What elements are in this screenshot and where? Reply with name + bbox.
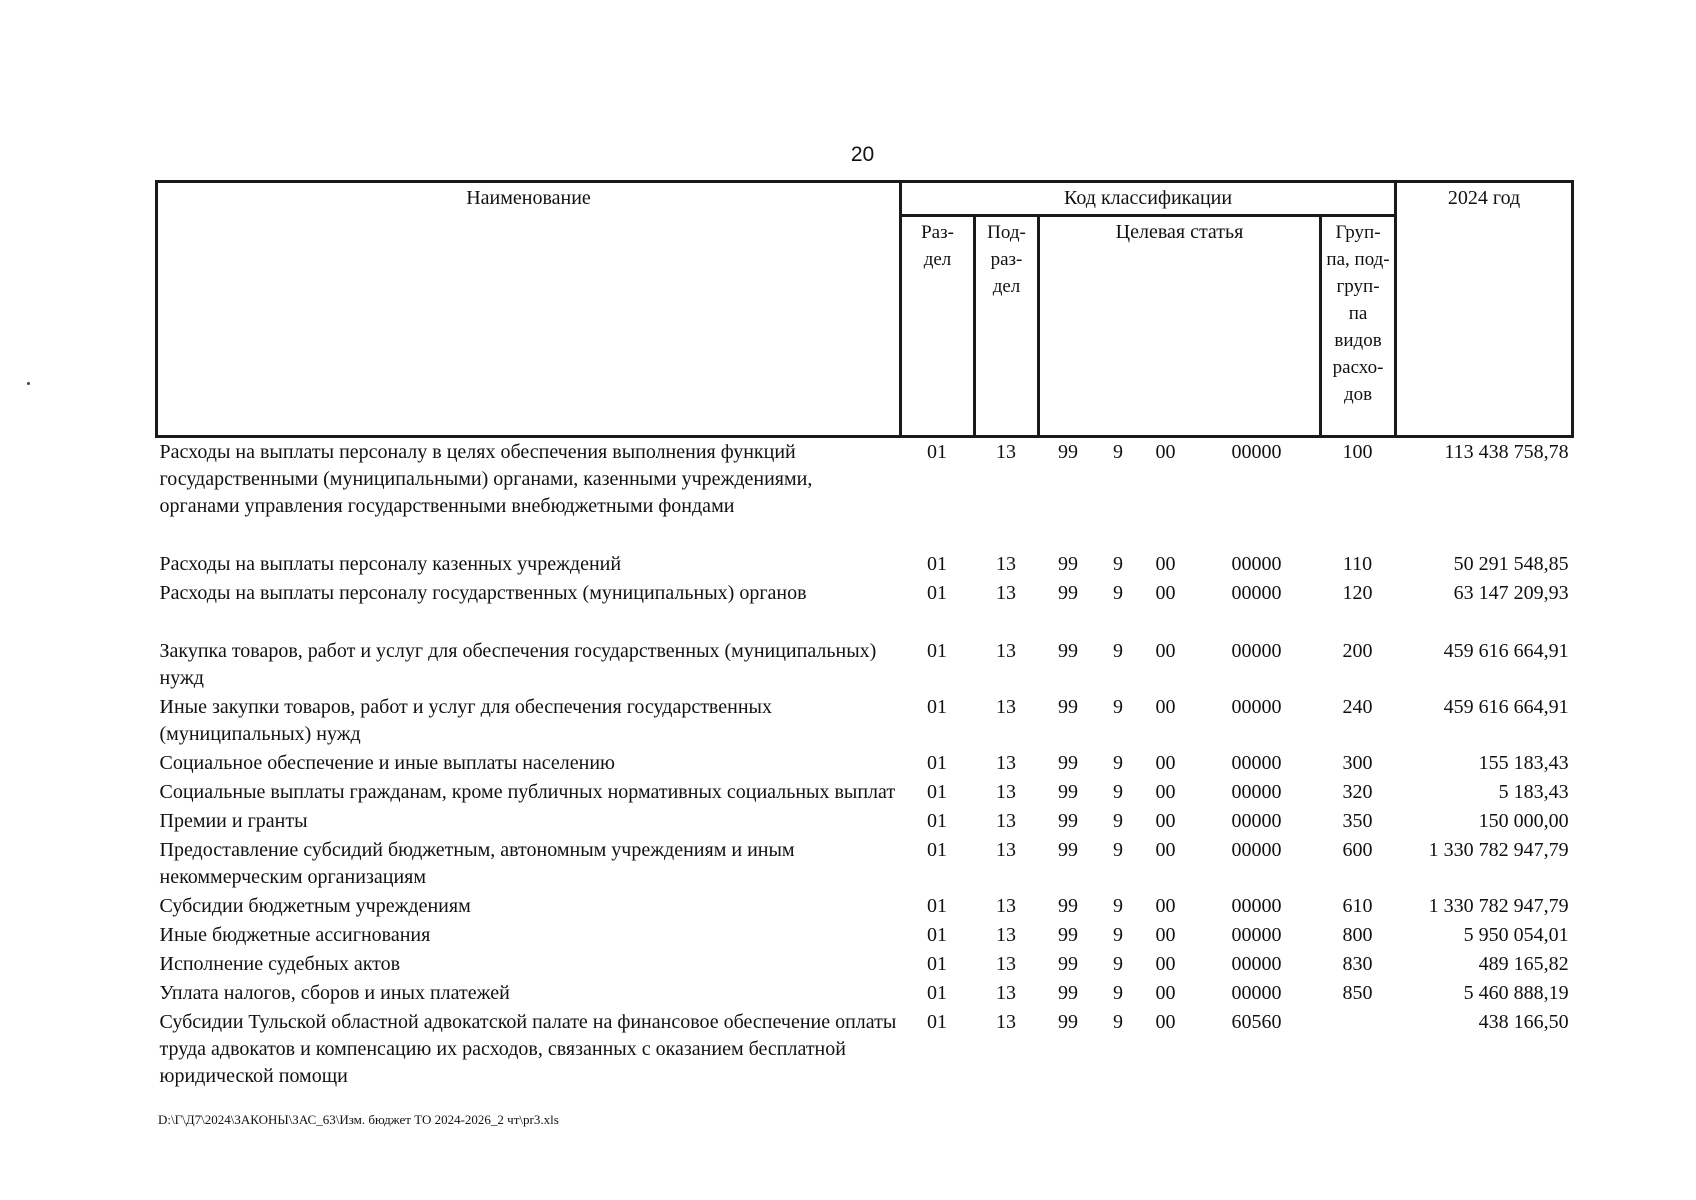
row-subsection: 13 — [996, 640, 1016, 662]
table-row — [157, 693, 1573, 749]
row-name: Субсидии бюджетным учреждениям — [159, 895, 471, 917]
row-subsection: 13 — [996, 924, 1016, 946]
table-row — [157, 979, 1573, 1008]
row-target-event: 00 — [1155, 810, 1176, 832]
header-name: Наименование — [157, 182, 901, 437]
page-number: 20 — [850, 143, 875, 166]
row-subsection: 13 — [996, 839, 1016, 861]
row-spacer — [157, 521, 1573, 550]
row-subsection: 13 — [996, 982, 1016, 1004]
row-amount: 459 616 664,91 — [1443, 696, 1569, 718]
row-target-direction: 00000 — [1231, 839, 1282, 861]
row-expense-group: 350 — [1342, 810, 1373, 832]
footer-file-path: D:\Г\Д7\2024\ЗАКОНЫ\ЗАС_63\Изм. бюджет ТО 2024-2026_2 чт\pr3.xls — [158, 1112, 559, 1127]
row-target-event: 00 — [1155, 752, 1176, 774]
row-expense-group: 830 — [1342, 953, 1373, 975]
row-target-direction: 00000 — [1231, 982, 1282, 1004]
budget-table — [155, 180, 1574, 1091]
row-section: 01 — [927, 553, 947, 575]
row-amount: 459 616 664,91 — [1443, 640, 1569, 662]
row-target-direction: 00000 — [1231, 924, 1282, 946]
row-subsection: 13 — [996, 553, 1016, 575]
row-target-direction: 00000 — [1231, 441, 1282, 463]
table-row — [157, 807, 1573, 836]
row-target-subprogram: 9 — [1113, 810, 1123, 832]
row-section: 01 — [927, 696, 947, 718]
row-subsection: 13 — [996, 752, 1016, 774]
row-target-program: 99 — [1058, 924, 1078, 946]
row-expense-group: 240 — [1342, 696, 1373, 718]
row-expense-group: 110 — [1342, 553, 1373, 575]
row-expense-group: 100 — [1342, 441, 1373, 463]
row-target-event: 00 — [1155, 781, 1176, 803]
row-target-subprogram: 9 — [1113, 582, 1123, 604]
row-expense-group: 200 — [1342, 640, 1373, 662]
table-row — [157, 579, 1573, 608]
row-target-event: 00 — [1155, 640, 1176, 662]
row-target-direction: 00000 — [1231, 781, 1282, 803]
header-target-item: Целевая статья — [1039, 216, 1321, 437]
row-target-event: 00 — [1155, 895, 1176, 917]
row-target-direction: 00000 — [1231, 953, 1282, 975]
row-subsection: 13 — [996, 696, 1016, 718]
row-name: Предоставление субсидий бюджетным, автономным учреждениям и иным некоммерческим организациям — [159, 839, 795, 888]
header-subsection: Под- раз- дел — [975, 216, 1039, 437]
row-target-subprogram: 9 — [1113, 895, 1123, 917]
row-target-program: 99 — [1058, 810, 1078, 832]
row-target-event: 00 — [1155, 924, 1176, 946]
row-section: 01 — [927, 895, 947, 917]
header-year: 2024 год — [1396, 182, 1573, 437]
row-target-direction: 00000 — [1231, 895, 1282, 917]
row-target-direction: 00000 — [1231, 752, 1282, 774]
row-target-program: 99 — [1058, 553, 1078, 575]
row-target-event: 00 — [1155, 696, 1176, 718]
row-expense-group — [1321, 1008, 1396, 1091]
row-amount: 63 147 209,93 — [1453, 582, 1569, 604]
row-section: 01 — [927, 441, 947, 463]
table-row — [157, 778, 1573, 807]
row-section: 01 — [927, 1011, 947, 1033]
row-section: 01 — [927, 982, 947, 1004]
row-amount: 1 330 782 947,79 — [1428, 839, 1569, 861]
row-target-subprogram: 9 — [1113, 781, 1123, 803]
row-target-program: 99 — [1058, 953, 1078, 975]
row-subsection: 13 — [996, 810, 1016, 832]
scan-dot — [27, 382, 30, 385]
row-amount: 5 460 888,19 — [1463, 982, 1569, 1004]
row-target-event: 00 — [1155, 582, 1176, 604]
row-subsection: 13 — [996, 781, 1016, 803]
row-name: Субсидии Тульской областной адвокатской палате на финансовое обеспечение оплаты труда адвокатов и компенсацию их расходов, связанных с оказанием бесплатной юридической помощи — [159, 1011, 897, 1087]
row-name: Расходы на выплаты персоналу в целях обеспечения выполнения функций государственными (муниципальными) органами, казенными учреждениями, органами управления государственными внебюджетными фондами — [159, 441, 813, 517]
table-row — [157, 1008, 1573, 1091]
row-expense-group: 120 — [1342, 582, 1373, 604]
row-name: Премии и гранты — [159, 810, 308, 832]
row-target-program: 99 — [1058, 982, 1078, 1004]
row-spacer-cell — [157, 608, 1573, 637]
row-name: Расходы на выплаты персоналу казенных учреждений — [159, 553, 622, 575]
row-target-subprogram: 9 — [1113, 982, 1123, 1004]
table-row — [157, 836, 1573, 892]
row-expense-group: 610 — [1342, 895, 1373, 917]
row-target-program: 99 — [1058, 1011, 1078, 1033]
row-target-event: 00 — [1155, 953, 1176, 975]
row-target-subprogram: 9 — [1113, 640, 1123, 662]
row-target-event: 00 — [1155, 1011, 1176, 1033]
row-target-program: 99 — [1058, 582, 1078, 604]
row-target-direction: 60560 — [1231, 1011, 1282, 1033]
row-expense-group: 320 — [1342, 781, 1373, 803]
row-expense-group: 300 — [1342, 752, 1373, 774]
row-target-event: 00 — [1155, 982, 1176, 1004]
row-spacer — [157, 608, 1573, 637]
row-target-subprogram: 9 — [1113, 953, 1123, 975]
row-name: Уплата налогов, сборов и иных платежей — [159, 982, 510, 1004]
row-target-direction: 00000 — [1231, 553, 1282, 575]
row-target-program: 99 — [1058, 839, 1078, 861]
row-subsection: 13 — [996, 441, 1016, 463]
table-body — [157, 437, 1573, 1092]
row-target-program: 99 — [1058, 640, 1078, 662]
row-amount: 155 183,43 — [1478, 752, 1569, 774]
row-target-program: 99 — [1058, 781, 1078, 803]
row-section: 01 — [927, 640, 947, 662]
row-target-direction: 00000 — [1231, 582, 1282, 604]
row-expense-group: 850 — [1342, 982, 1373, 1004]
row-target-event: 00 — [1155, 553, 1176, 575]
row-target-subprogram: 9 — [1113, 1011, 1123, 1033]
row-amount: 438 166,50 — [1478, 1011, 1569, 1033]
row-name: Иные закупки товаров, работ и услуг для обеспечения государственных (муниципальных) нужд — [159, 696, 772, 745]
row-target-direction: 00000 — [1231, 696, 1282, 718]
row-target-program: 99 — [1058, 441, 1078, 463]
row-name: Социальные выплаты гражданам, кроме публичных нормативных социальных выплат — [159, 781, 896, 803]
row-subsection: 13 — [996, 1011, 1016, 1033]
row-target-subprogram: 9 — [1113, 696, 1123, 718]
row-name: Закупка товаров, работ и услуг для обеспечения государственных (муниципальных) нужд — [159, 640, 877, 689]
row-name: Исполнение судебных актов — [159, 953, 401, 975]
row-amount: 150 000,00 — [1478, 810, 1569, 832]
row-name: Расходы на выплаты персоналу государственных (муниципальных) органов — [159, 582, 807, 604]
row-target-subprogram: 9 — [1113, 839, 1123, 861]
row-target-subprogram: 9 — [1113, 441, 1123, 463]
row-name: Социальное обеспечение и иные выплаты населению — [159, 752, 615, 774]
row-target-direction: 00000 — [1231, 810, 1282, 832]
row-subsection: 13 — [996, 895, 1016, 917]
row-section: 01 — [927, 781, 947, 803]
table-row — [157, 921, 1573, 950]
table-row — [157, 749, 1573, 778]
table-row — [157, 950, 1573, 979]
row-expense-group: 800 — [1342, 924, 1373, 946]
row-expense-group: 600 — [1342, 839, 1373, 861]
row-amount: 1 330 782 947,79 — [1428, 895, 1569, 917]
header-classification: Код классификации — [901, 182, 1396, 216]
row-target-event: 00 — [1155, 839, 1176, 861]
header-expense-group: Груп- па, под- груп- па видов расхо- дов — [1321, 216, 1396, 437]
row-target-subprogram: 9 — [1113, 553, 1123, 575]
row-amount: 5 183,43 — [1498, 781, 1569, 803]
row-target-program: 99 — [1058, 696, 1078, 718]
row-spacer-cell — [157, 521, 1573, 550]
row-section: 01 — [927, 953, 947, 975]
table-row — [157, 892, 1573, 921]
row-section: 01 — [927, 752, 947, 774]
row-subsection: 13 — [996, 582, 1016, 604]
row-target-event: 00 — [1155, 441, 1176, 463]
row-section: 01 — [927, 810, 947, 832]
row-name: Иные бюджетные ассигнования — [159, 924, 431, 946]
row-target-program: 99 — [1058, 895, 1078, 917]
row-amount: 489 165,82 — [1478, 953, 1569, 975]
row-target-subprogram: 9 — [1113, 924, 1123, 946]
header-section: Раз- дел — [901, 216, 975, 437]
row-section: 01 — [927, 582, 947, 604]
row-target-program: 99 — [1058, 752, 1078, 774]
row-section: 01 — [927, 924, 947, 946]
row-amount: 113 438 758,78 — [1444, 441, 1569, 463]
table-row — [157, 550, 1573, 579]
row-amount: 50 291 548,85 — [1453, 553, 1569, 575]
table-row — [157, 437, 1573, 522]
row-target-direction: 00000 — [1231, 640, 1282, 662]
row-target-subprogram: 9 — [1113, 752, 1123, 774]
table-row — [157, 637, 1573, 693]
row-amount: 5 950 054,01 — [1463, 924, 1569, 946]
row-subsection: 13 — [996, 953, 1016, 975]
row-section: 01 — [927, 839, 947, 861]
